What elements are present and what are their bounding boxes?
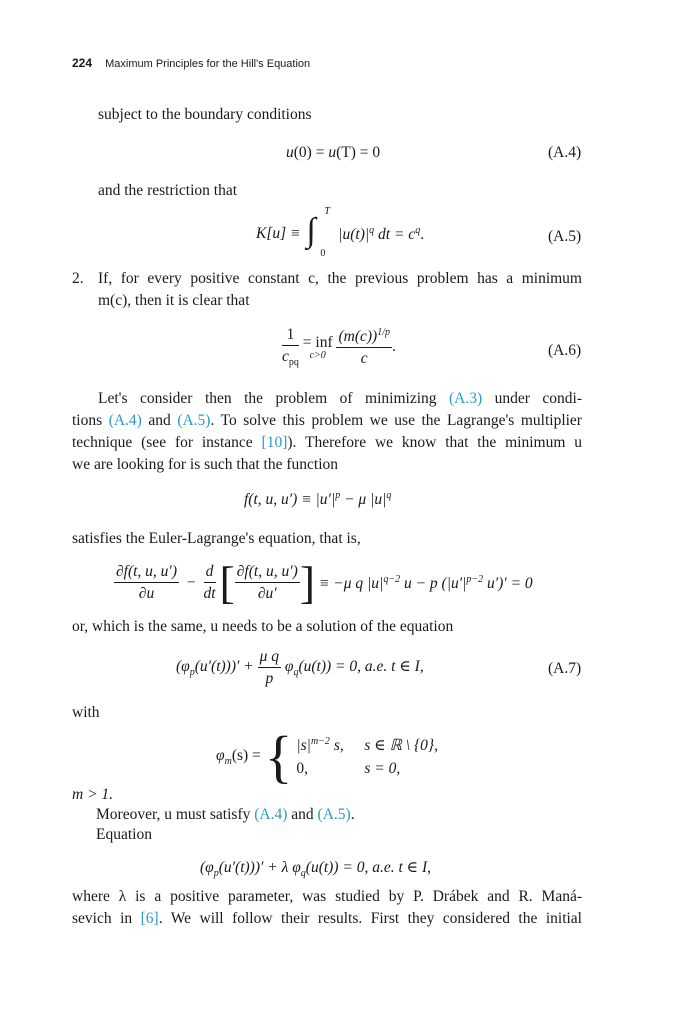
text-line: sevich in [6]. We will follow their results. First they considered the initial bbox=[72, 910, 582, 927]
reference-link[interactable]: (A.3) bbox=[449, 390, 483, 407]
running-header bbox=[72, 56, 310, 70]
text-line: subject to the boundary conditions bbox=[98, 106, 312, 123]
text-line: Equation bbox=[96, 826, 152, 843]
equation-number: (A.6) bbox=[548, 342, 582, 359]
equation-a7: $(\varphi_p(u'(t)))'$ + $\frac{\text{μ q}}{p}$ $\varphi_q(u(t)) = 0$, a.e. t ∈ I, bbox=[176, 648, 424, 687]
equation-euler-lagrange: $\frac{\partial f(t, u, u')}{\partial u}$ − $\frac{d}{dt}$ [ $\frac{\partial f(t, u, u')}{\partial u'}$ ] ≡ −μ q $|u|^{q-2}$ u − p ($|u'|^{p-2}$ u′)′ = 0 bbox=[116, 557, 533, 608]
equation-a4: u(0) = u(T) = 0 bbox=[286, 144, 381, 161]
text-line: technique (see for instance [10]). Therefore we know that the minimum u bbox=[72, 434, 583, 451]
list-item-label: 2. bbox=[72, 270, 84, 287]
text-line: Moreover, u must satisfy (A.4) and (A.5). bbox=[96, 806, 355, 823]
reference-link[interactable]: (A.4) bbox=[254, 806, 288, 823]
reference-link[interactable]: (A.5) bbox=[177, 412, 211, 429]
reference-link[interactable]: (A.5) bbox=[317, 806, 351, 823]
text-line: Let's consider then the problem of minimizing (A.3) under condi- bbox=[98, 390, 583, 407]
equation-lagrangian: f(t, u, $u') \equiv |u'|^p - \mu$ $|u|^q$ bbox=[244, 490, 392, 509]
reference-link[interactable]: (A.4) bbox=[108, 412, 142, 429]
text-line: If, for every positive constant c, the previous problem has a minimum bbox=[98, 270, 582, 287]
text-line: and the restriction that bbox=[98, 182, 238, 199]
equation-a5: K[u] ≡ ∫ T 0 $|u(t)|^q$ dt = $c^q$. bbox=[256, 206, 425, 259]
text-line: where λ is a positive parameter, was studied by P. Drábek and R. Maná- bbox=[72, 888, 582, 905]
text-line: satisfies the Euler-Lagrange's equation, that is, bbox=[72, 530, 361, 547]
text-line: m > 1. bbox=[72, 786, 114, 803]
equation-number: (A.4) bbox=[548, 144, 582, 161]
text-line: tions (A.4) and (A.5). To solve this problem we use the Lagrange's multiplier bbox=[72, 412, 582, 429]
page-number: 224 bbox=[72, 56, 93, 70]
text-line: or, which is the same, u needs to be a solution of the equation bbox=[72, 618, 454, 635]
reference-link[interactable]: [10] bbox=[261, 434, 288, 451]
equation-phi-definition: $\varphi_m(s)$ = { $|s|^{m-2}$ s, s ∈ ℝ \ {0}, 0, s = 0, bbox=[216, 724, 439, 789]
equation-lambda: $(\varphi_p(u'(t)))' + \lambda$ $\varphi_q(u(t)) = 0$, a.e. t ∈ I, bbox=[200, 859, 432, 880]
equation-number: (A.7) bbox=[548, 660, 582, 677]
running-title: Maximum Principles for the Hill's Equation bbox=[105, 58, 311, 70]
equation-a6: $\frac{1}{c_{pq}}$ = inf c>0 $\frac{(m(c))^{1/p}}{c}$ . bbox=[282, 326, 396, 368]
text-line: with bbox=[72, 704, 100, 721]
text-line: we are looking for is such that the function bbox=[72, 456, 339, 473]
equation-number: (A.5) bbox=[548, 228, 582, 245]
reference-link[interactable]: [6] bbox=[140, 910, 159, 927]
text-line: m(c), then it is clear that bbox=[98, 292, 250, 309]
